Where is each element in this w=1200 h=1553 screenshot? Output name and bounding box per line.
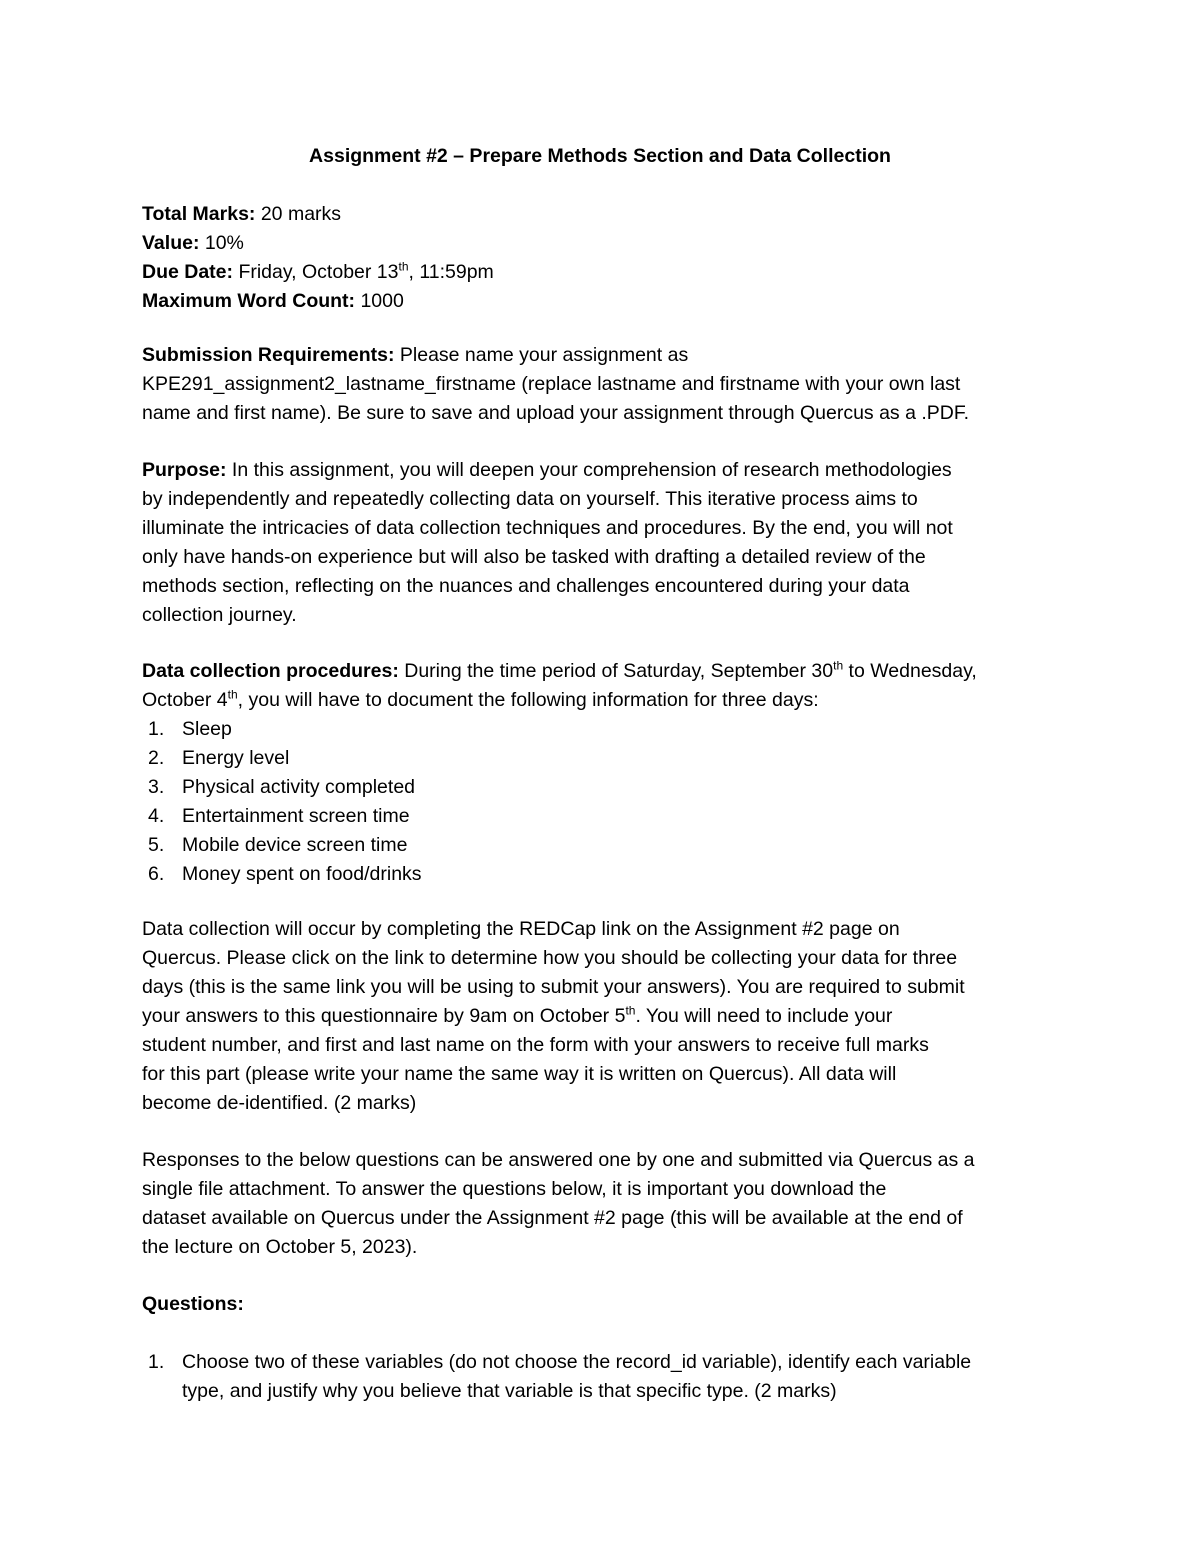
list-item-text: Energy level: [182, 747, 290, 769]
procedures-sup-1: th: [833, 658, 844, 673]
submission-text-1: Please name your assignment as: [394, 344, 689, 366]
questions-heading: Questions:: [142, 1293, 244, 1315]
assignment-meta: [142, 200, 1067, 316]
value-value: 10%: [199, 232, 244, 254]
purpose-section: [142, 456, 1067, 630]
responses-line-4: the lecture on October 5, 2023).: [142, 1236, 418, 1258]
responses-line-1: Responses to the below questions can be answered one by one and submitted via Quercus as a: [142, 1149, 975, 1171]
list-item: [142, 860, 1067, 889]
submission-line-2: KPE291_assignment2_lastname_firstname (replace lastname and firstname with your own last: [142, 373, 961, 395]
due-date-value-a: Friday, October 13: [233, 261, 399, 283]
total-marks-value: 20 marks: [255, 203, 342, 225]
questions-heading-block: [142, 1290, 1067, 1319]
procedures-label: Data collection procedures:: [142, 660, 399, 682]
question-item: [142, 1348, 1067, 1406]
procedures-text-1b: to Wednesday,: [843, 660, 977, 682]
procedures-line-2: [142, 686, 1067, 715]
procedures-text-2b: , you will have to document the following information for three days:: [237, 689, 819, 711]
redcap-text-4b: . You will need to include your: [635, 1005, 893, 1027]
submission-line-1: [142, 341, 1067, 370]
questions-list: [142, 1348, 1067, 1406]
redcap-text-4a: your answers to this questionnaire by 9am on October 5: [142, 1005, 626, 1027]
question-line-1: Choose two of these variables (do not choose the record_id variable), identify each variable: [182, 1351, 972, 1373]
procedures-list: [142, 715, 1067, 889]
list-item-number: 5.: [148, 834, 165, 856]
submission-line-3: name and first name). Be sure to save and upload your assignment through Quercus as a .PDF.: [142, 402, 970, 424]
responses-paragraph: [142, 1146, 1067, 1262]
redcap-line-4: [142, 1002, 1067, 1031]
purpose-label: Purpose:: [142, 459, 227, 481]
list-item-number: 1.: [148, 718, 165, 740]
redcap-sup-4: th: [625, 1003, 636, 1018]
document-title: Assignment #2 – Prepare Methods Section and Data Collection: [309, 145, 891, 167]
redcap-line-1: Data collection will occur by completing the REDCap link on the Assignment #2 page on: [142, 918, 900, 940]
list-item-number: 3.: [148, 776, 165, 798]
redcap-line-5: student number, and first and last name on the form with your answers to receive full marks: [142, 1034, 929, 1056]
redcap-line-2: Quercus. Please click on the link to determine how you should be collecting your data for three: [142, 947, 958, 969]
word-count-line: [142, 287, 1067, 316]
purpose-line-5: methods section, reflecting on the nuances and challenges encountered during your data: [142, 575, 910, 597]
redcap-paragraph: [142, 915, 1067, 1118]
list-item-text: Money spent on food/drinks: [182, 863, 422, 885]
procedures-text-2a: October 4: [142, 689, 228, 711]
list-item-text: Sleep: [182, 718, 232, 740]
purpose-line-2: by independently and repeatedly collecting data on yourself. This iterative process aims to: [142, 488, 918, 510]
list-item-text: Physical activity completed: [182, 776, 416, 798]
procedures-sup-2: th: [227, 687, 238, 702]
redcap-line-6: for this part (please write your name the same way it is written on Quercus). All data will: [142, 1063, 897, 1085]
total-marks-label: Total Marks:: [142, 203, 256, 225]
purpose-text-1: In this assignment, you will deepen your comprehension of research methodologies: [226, 459, 952, 481]
list-item: [142, 831, 1067, 860]
procedures-line-1: [142, 657, 1067, 686]
procedures-section: [142, 657, 1067, 889]
redcap-line-7: become de-identified. (2 marks): [142, 1092, 417, 1114]
list-item-text: Mobile device screen time: [182, 834, 408, 856]
submission-label: Submission Requirements:: [142, 344, 395, 366]
list-item-number: 4.: [148, 805, 165, 827]
question-number: 1.: [148, 1351, 165, 1373]
list-item: [142, 744, 1067, 773]
due-date-value-b: , 11:59pm: [408, 261, 494, 283]
purpose-line-6: collection journey.: [142, 604, 297, 626]
list-item-number: 6.: [148, 863, 165, 885]
list-item: [142, 715, 1067, 744]
responses-line-2: single file attachment. To answer the questions below, it is important you download the: [142, 1178, 887, 1200]
list-item: [142, 802, 1067, 831]
submission-requirements: [142, 341, 1067, 428]
word-count-value: 1000: [355, 290, 404, 312]
purpose-line-3: illuminate the intricacies of data collection techniques and procedures. By the end, you will not: [142, 517, 953, 539]
list-item-text: Entertainment screen time: [182, 805, 410, 827]
purpose-line-4: only have hands-on experience but will also be tasked with drafting a detailed review of the: [142, 546, 926, 568]
due-date-line: [142, 258, 1067, 287]
total-marks-line: [142, 200, 1067, 229]
due-date-label: Due Date:: [142, 261, 234, 283]
question-text: [182, 1348, 1067, 1406]
procedures-text-1a: During the time period of Saturday, September 30: [398, 660, 834, 682]
value-label: Value:: [142, 232, 200, 254]
responses-line-3: dataset available on Quercus under the Assignment #2 page (this will be available at the end of: [142, 1207, 963, 1229]
value-line: [142, 229, 1067, 258]
list-item-number: 2.: [148, 747, 165, 769]
word-count-label: Maximum Word Count:: [142, 290, 356, 312]
purpose-line-1: [142, 456, 1067, 485]
redcap-line-3: days (this is the same link you will be using to submit your answers). You are required to submit: [142, 976, 965, 998]
question-line-2: type, and justify why you believe that variable is that specific type. (2 marks): [182, 1380, 837, 1402]
due-date-sup: th: [398, 259, 409, 274]
list-item: [142, 773, 1067, 802]
